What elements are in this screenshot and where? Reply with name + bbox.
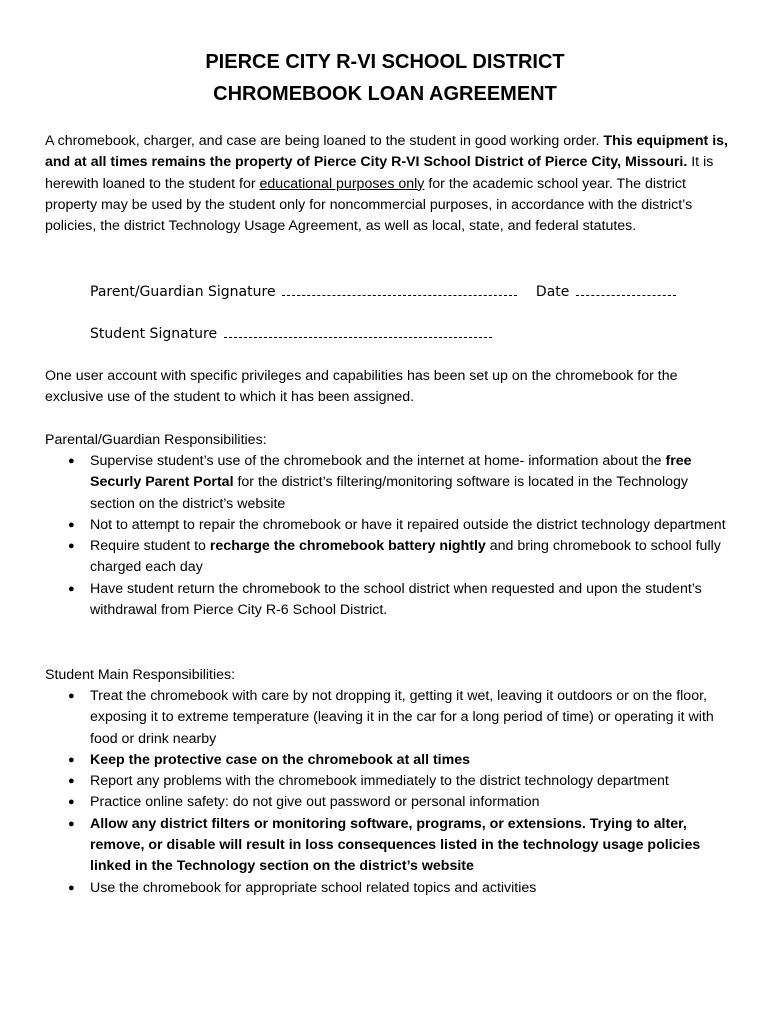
intro-text-3: for the academic school year. The district property may be used by the student only for noncommercial purposes, in accordance with the district’s policies, the district Technology Usage Agreement, as well as local, state, and federal statutes. bbox=[45, 175, 693, 235]
student-signature-label: Student Signature bbox=[90, 326, 218, 342]
bullet-icon: ● bbox=[68, 881, 75, 894]
bullet-icon: ● bbox=[68, 582, 75, 595]
list-item: ● Keep the protective case on the chromebook at all times bbox=[45, 750, 733, 771]
list-item: ● Not to attempt to repair the chromebook or have it repaired outside the district technology department bbox=[45, 515, 733, 536]
list-item: ● Supervise student’s use of the chromebook and the internet at home- information about the free Securly Parent Portal for the district’s filtering/monitoring software is located in the Technology section on the district’s website bbox=[68, 453, 692, 512]
date-field[interactable] bbox=[576, 281, 676, 296]
account-paragraph: One user account with specific privileges and capabilities has been set up on the chromebook for the exclusive use of the student to which it has been assigned. bbox=[45, 368, 678, 406]
list-item: ● Treat the chromebook with care by not dropping it, getting it wet, leaving it outdoors or on the floor, exposing it to extreme temperature (leaving it in the car for a long period of time) or operating it with food or drink nearby bbox=[68, 688, 714, 747]
intro-property-statement: This equipment is, and at all times remains the property of Pierce City R-VI School District of Pierce City, Missouri. bbox=[45, 133, 728, 171]
bullet-icon: ● bbox=[68, 518, 75, 531]
date-label: Date bbox=[535, 284, 570, 300]
bullet-icon: ● bbox=[68, 690, 75, 702]
parent-responsibilities-heading: Parental/Guardian Responsibilities: bbox=[45, 432, 267, 448]
bullet-icon: ● bbox=[68, 753, 75, 766]
student-signature-field[interactable] bbox=[224, 323, 492, 338]
agreement-title: CHROMEBOOK LOAN AGREEMENT bbox=[213, 83, 557, 105]
intro-educational-purposes: educational purposes only bbox=[259, 175, 425, 192]
bullet-icon: ● bbox=[68, 796, 75, 809]
parent-responsibilities-list bbox=[45, 451, 733, 621]
list-item: ● Practice online safety: do not give out password or personal information bbox=[45, 792, 733, 813]
student-signature-line bbox=[90, 323, 494, 344]
district-title: PIERCE CITY R-VI SCHOOL DISTRICT bbox=[205, 51, 565, 73]
list-item: ● Report any problems with the chromebook immediately to the district technology department bbox=[45, 771, 733, 792]
list-item: ● Allow any district filters or monitoring software, programs, or extensions. Trying to alter, remove, or disable will result in loss consequences listed in the technology usage policies linked in the Technology section on the district’s website bbox=[68, 815, 701, 875]
list-item: ● Require student to recharge the chromebook battery nightly and bring chromebook to school fully charged each day bbox=[68, 538, 721, 576]
parent-signature-label: Parent/Guardian Signature bbox=[90, 284, 276, 300]
list-item: ● Have student return the chromebook to the school district when requested and upon the student’s withdrawal from Pierce City R-6 School District. bbox=[68, 580, 702, 619]
parent-signature-line bbox=[90, 281, 678, 302]
bullet-icon: ● bbox=[68, 817, 75, 830]
bullet-icon: ● bbox=[68, 540, 75, 553]
intro-text-2: It is herewith loaned to the student for bbox=[45, 154, 714, 192]
student-responsibilities-heading: Student Main Responsibilities: bbox=[45, 667, 236, 683]
bullet-icon: ● bbox=[68, 455, 75, 467]
student-responsibilities-list bbox=[45, 686, 733, 899]
list-item: ● Use the chromebook for appropriate school related topics and activities bbox=[45, 878, 733, 899]
parent-signature-field[interactable] bbox=[282, 281, 517, 296]
intro-paragraph bbox=[45, 131, 733, 237]
intro-text-1: A chromebook, charger, and case are being loaned to the student in good working order. bbox=[45, 133, 604, 149]
bullet-icon: ● bbox=[68, 775, 75, 788]
